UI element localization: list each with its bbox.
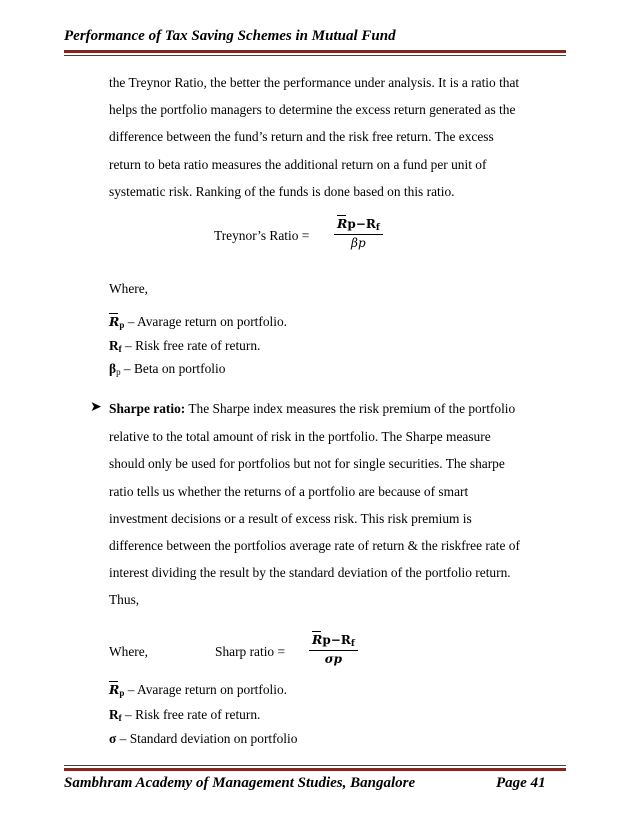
sharpe-formula-label: Sharp ratio = [215,644,286,659]
sharpe-line-5: investment decisions or a result of excess risk. This risk premium is [109,511,472,526]
sharpe-line-8: Thus, [109,592,140,607]
treynor-line-1: the Treynor Ratio, the better the performance under analysis. It is a ratio that [109,75,520,90]
sharpe-line-7: interest dividing the result by the standard deviation of the portfolio return. [109,565,511,580]
treynor-formula-numerator: $Rp-R_f$ [334,216,383,235]
sharpe-line-3: should only be used for portfolios but not for single securities. The sharpe [109,456,505,471]
header-rule-thin [64,55,566,56]
footer-rule-thin [64,765,566,766]
treynor-def-rf: $R_f$ – Risk free rate of return. [109,338,261,354]
treynor-def-beta: $\beta_p$ – Beta on portfolio [109,361,226,377]
treynor-formula-label: Treynor’s Ratio = [214,228,310,243]
page-header-title: Performance of Tax Saving Schemes in Mutual Fund [64,28,396,44]
treynor-formula-denominator: βp [351,236,366,250]
sharpe-line-6: difference between the portfolios average rate of return & the riskfree rate of [109,538,520,553]
sharpe-def-sigma: σ – Standard deviation on portfolio [109,731,298,746]
sharpe-heading: Sharpe ratio: [109,401,186,416]
bullet-arrow-icon: ➤ [90,400,102,415]
sharpe-formula-denominator: σp [324,652,342,666]
sharpe-line-1: Sharpe ratio: The Sharpe index measures the risk premium of the portfolio [109,401,516,416]
footer-rule-thick [64,768,566,771]
treynor-line-4: return to beta ratio measures the additional return on a fund per unit of [109,157,487,172]
footer-institution: Sambhram Academy of Management Studies, Bangalore [64,775,416,791]
sharpe-formula-numerator: $Rp-R_f$ [309,632,358,651]
sharpe-where: Where, [109,644,149,659]
header-rule-thick [64,50,566,53]
treynor-def-rp: $R_p$ – Avarage return on portfolio. [109,314,288,330]
footer-page-number: Page 41 [496,775,546,791]
treynor-where: Where, [109,281,149,296]
treynor-line-5: systematic risk. Ranking of the funds is done based on this ratio. [109,184,455,199]
sharpe-formula-fraction [309,632,358,666]
sharpe-def-rp: $R_p$ – Avarage return on portfolio. [109,682,288,698]
treynor-line-2: helps the portfolio managers to determine the excess return generated as the [109,102,516,117]
sharpe-line-2: relative to the total amount of risk in the portfolio. The Sharpe measure [109,429,491,444]
treynor-formula-fraction [334,216,383,250]
sharpe-def-rf: $R_f$ – Risk free rate of return. [109,707,261,723]
treynor-line-3: difference between the fund’s return and the risk free return. The excess [109,129,494,144]
sharpe-line-4: ratio tells us whether the returns of a portfolio are because of smart [109,484,469,499]
